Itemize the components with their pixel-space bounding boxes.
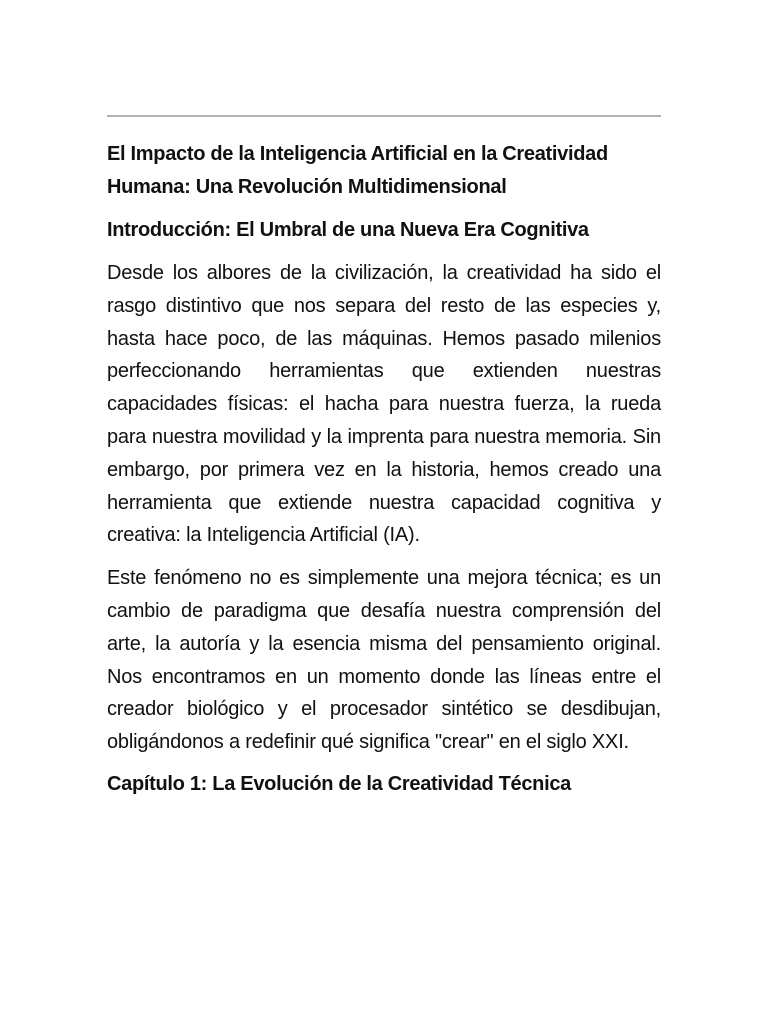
document-title: El Impacto de la Inteligencia Artificial en la Creatividad Humana: Una Revolución Multidimensional (107, 143, 608, 198)
body-paragraph: Este fenómeno no es simplemente una mejora técnica; es un cambio de paradigma que desafía nuestra comprensión del arte, la autoría y la esencia misma del pensamiento original. Nos encontramos en un momento donde las líneas entre el creador biológico y el procesador sintético se desdibujan, obligándonos a redefinir qué significa "crear" en el siglo XXI. (107, 567, 661, 754)
body-paragraph: Desde los albores de la civilización, la creatividad ha sido el rasgo distintivo que nos separa del resto de las especies y, hasta hace poco, de las máquinas. Hemos pasado milenios perfeccionando herramientas que extienden nuestras capacidades físicas: el hacha para nuestra fuerza, la rueda para nuestra movilidad y la imprenta para nuestra memoria. Sin embargo, por primera vez en la historia, hemos creado una herramienta que extiende nuestra capacidad cognitiva y creativa: la Inteligencia Artificial (IA). (107, 262, 661, 547)
intro-heading: Introducción: El Umbral de una Nueva Era Cognitiva (107, 219, 589, 241)
chapter-heading: Capítulo 1: La Evolución de la Creatividad Técnica (107, 772, 572, 795)
top-divider (107, 115, 661, 117)
document-page (107, 0, 661, 801)
